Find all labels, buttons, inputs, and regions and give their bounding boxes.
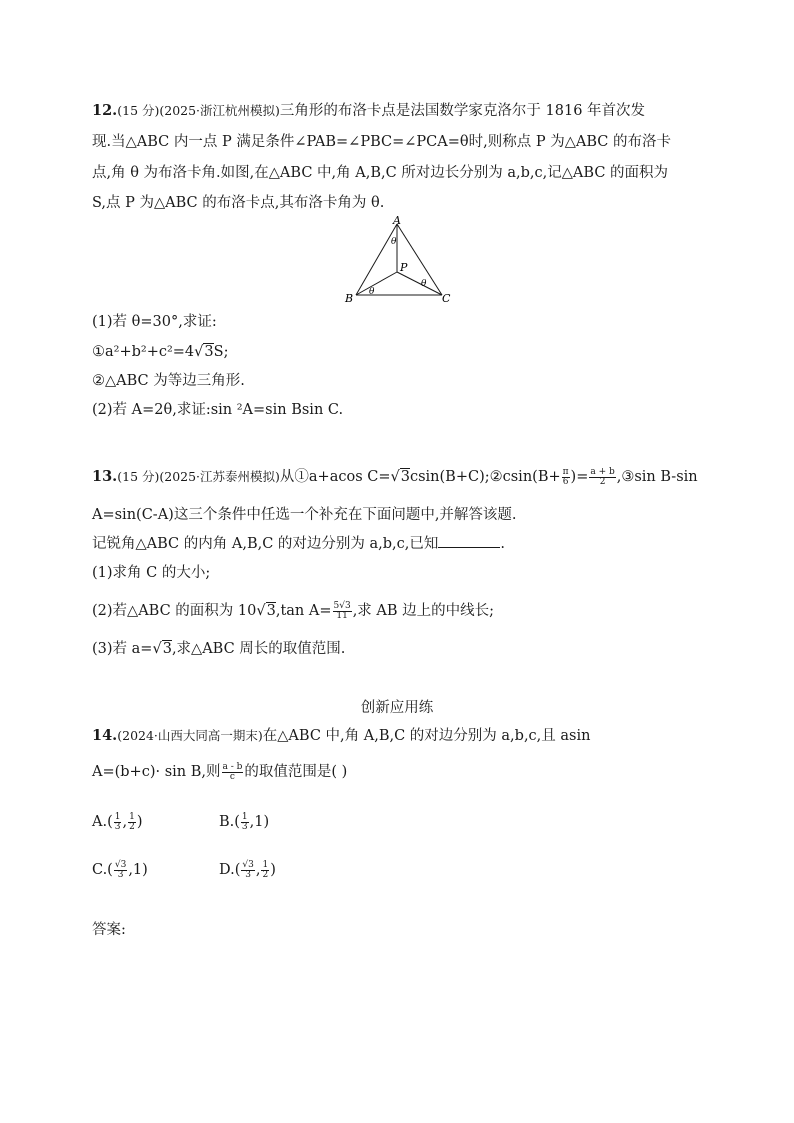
pi-denominator: 6: [562, 476, 569, 487]
label-theta-a: θ: [391, 237, 397, 247]
choice-c[interactable]: [92, 860, 148, 880]
q13-cond3: ,③sin B-sin: [616, 469, 698, 485]
choice-a-frac1: [114, 813, 122, 832]
q13-cond1: 从①a+acos C=: [279, 469, 391, 485]
choice-d-frac1-d: 3: [245, 869, 251, 880]
side-ac: [397, 224, 442, 295]
pi-over-6-fraction: [562, 468, 570, 487]
q13-part2-tail: ,求 AB 边上的中线长;: [352, 603, 495, 619]
q12-part2: (2)若 A=2θ,求证:sin ²A=sin Bsin C.: [92, 402, 344, 418]
q12-line3: 点,角 θ 为布洛卡角.如图,在△ABC 中,角 A,B,C 所对边长分别为 a,b,c,记△ABC 的面积为: [92, 165, 669, 181]
choice-b-frac: [241, 813, 249, 832]
ab-denominator: 2: [599, 476, 606, 487]
q14-number: 14.: [92, 727, 118, 744]
brocard-triangle-figure: [340, 214, 460, 306]
q12-part1a-text: ①a²+b²+c²=4: [92, 344, 195, 360]
q13-part2-radicand: 3: [266, 603, 276, 619]
choice-d-frac1: [241, 861, 254, 880]
q13-meta: (15 分)(2025·江苏泰州模拟): [117, 469, 280, 484]
q14-fraction-denominator: c: [229, 771, 235, 782]
q12-number: 12.: [92, 102, 118, 119]
choice-d-frac2-n: 1: [262, 859, 269, 870]
choice-c-end: ,1): [128, 862, 148, 878]
q13-line1: 13.(15 分)(2025·江苏泰州模拟)从①a+acos C=√3csin(B+C);②csin(B+ $\frac{\pi}{6}$ )= $\frac{a + b}{2}$ ,③sin B-sin: [92, 466, 698, 487]
q13-number: 13.: [92, 468, 118, 485]
q13-part2-tan: ,tan A=: [275, 603, 332, 619]
choice-c-frac: [114, 861, 127, 880]
answer-label: 答案:: [92, 922, 126, 938]
q14-line1: [92, 726, 590, 746]
q12-line1: [92, 101, 645, 121]
label-a: A: [393, 214, 401, 227]
section-title: 创新应用练: [360, 700, 434, 716]
q12-part1: (1)若 θ=30°,求证:: [92, 314, 217, 330]
label-b: B: [345, 292, 354, 305]
choice-b-label: B.(: [219, 814, 240, 830]
q14-meta: (2024·山西大同高一期末): [117, 728, 263, 743]
choice-d-frac2-d: 2: [262, 869, 269, 880]
choice-a-frac1-n: 1: [114, 811, 121, 822]
tan-fraction: [333, 602, 352, 621]
q13-part2: (2)若△ABC 的面积为 10√3,tan A= $\frac{5√3}{11}$ ,求 AB 边上的中线长;: [92, 600, 495, 621]
q12-part1b: ②△ABC 为等边三角形.: [92, 373, 245, 389]
q12-meta: (15 分)(2025·浙江杭州模拟): [117, 103, 280, 118]
choice-b-frac-d: 3: [241, 821, 248, 832]
choice-b-frac-n: 1: [241, 811, 248, 822]
q12-part1a-radicand: 3: [204, 344, 214, 360]
q14-text-1: 在△ABC 中,角 A,B,C 的对边分别为 a,b,c,且 asin: [262, 728, 591, 744]
choice-a-frac1-d: 3: [114, 821, 121, 832]
q14-text-3: 的取值范围是( ): [244, 764, 348, 780]
a-plus-b-fraction: [589, 468, 615, 487]
q13-cond1-radicand: 3: [400, 469, 410, 485]
q13-line3: [92, 533, 505, 554]
q13-cond2-eq: )=: [570, 469, 589, 485]
q13-part1: (1)求角 C 的大小;: [92, 565, 211, 581]
q13-cond2: csin(B+C);②csin(B+: [409, 469, 561, 485]
q12-line4: S,点 P 为△ABC 的布洛卡点,其布洛卡角为 θ.: [92, 195, 385, 211]
choice-d[interactable]: D.( $\frac{√3}{3}$ , $\frac{1}{2}$ ): [219, 859, 276, 880]
choice-a-frac2-n: 1: [129, 811, 135, 822]
q14-text-2: A=(b+c)· sin B,则: [92, 764, 221, 780]
label-theta-c: θ: [421, 279, 427, 289]
choice-c-frac-n: √3: [114, 859, 127, 870]
choice-c-frac-d: 3: [117, 869, 124, 880]
choice-a-end: ): [136, 814, 143, 830]
tan-denominator: 11: [336, 610, 348, 621]
choice-c-label: C.(: [92, 862, 113, 878]
tan-numerator: 5√3: [333, 600, 351, 611]
choice-a[interactable]: A.( $\frac{1}{3}$ , $\frac{1}{2}$ ): [92, 811, 143, 832]
label-c: C: [442, 292, 451, 305]
q13-line2: A=sin(C-A)这三个条件中任选一个补充在下面问题中,并解答该题.: [92, 507, 517, 523]
choice-a-frac2: [128, 813, 136, 832]
ab-numerator: a + b: [590, 466, 615, 477]
q13-part3-radicand: 3: [162, 641, 172, 657]
choice-a-frac2-d: 2: [129, 821, 135, 832]
choice-d-frac1-n: √3: [242, 859, 254, 870]
q13-part3: (3)若 a=√3,求△ABC 周长的取值范围.: [92, 641, 346, 657]
q12-part1a-tail: S;: [213, 344, 229, 360]
q14-fraction-numerator: a - b: [222, 761, 243, 772]
pi-numerator: π: [562, 466, 569, 477]
choice-b-end: ,1): [249, 814, 270, 830]
q13-part3-tail: ,求△ABC 周长的取值范围.: [171, 641, 346, 657]
choice-d-end: ): [270, 862, 276, 878]
label-p: P: [400, 261, 408, 274]
q13-line3-end: .: [500, 536, 506, 552]
q14-line2: [92, 762, 347, 782]
q13-fill-blank: [438, 533, 500, 548]
q13-line3-text: 记锐角△ABC 的内角 A,B,C 的对边分别为 a,b,c,已知: [92, 536, 439, 552]
q12-text-1: 三角形的布洛卡点是法国数学家克洛尔于 1816 年首次发: [279, 103, 646, 119]
q12-part1a: ①a²+b²+c²=4√3S;: [92, 344, 229, 360]
choice-a-label: A.(: [92, 814, 113, 830]
choice-b[interactable]: [219, 812, 269, 832]
choice-d-frac2: [261, 861, 269, 880]
side-ab: [356, 224, 397, 295]
label-theta-b: θ: [369, 287, 375, 297]
q13-part2-text: (2)若△ABC 的面积为 10: [92, 603, 257, 619]
q12-line2: 现.当△ABC 内一点 P 满足条件∠PAB=∠PBC=∠PCA=θ时,则称点 P 为△ABC 的布洛卡: [92, 134, 671, 150]
q13-part3-text: (3)若 a=: [92, 641, 153, 657]
q14-fraction: [222, 763, 244, 782]
choice-d-label: D.(: [219, 862, 241, 878]
